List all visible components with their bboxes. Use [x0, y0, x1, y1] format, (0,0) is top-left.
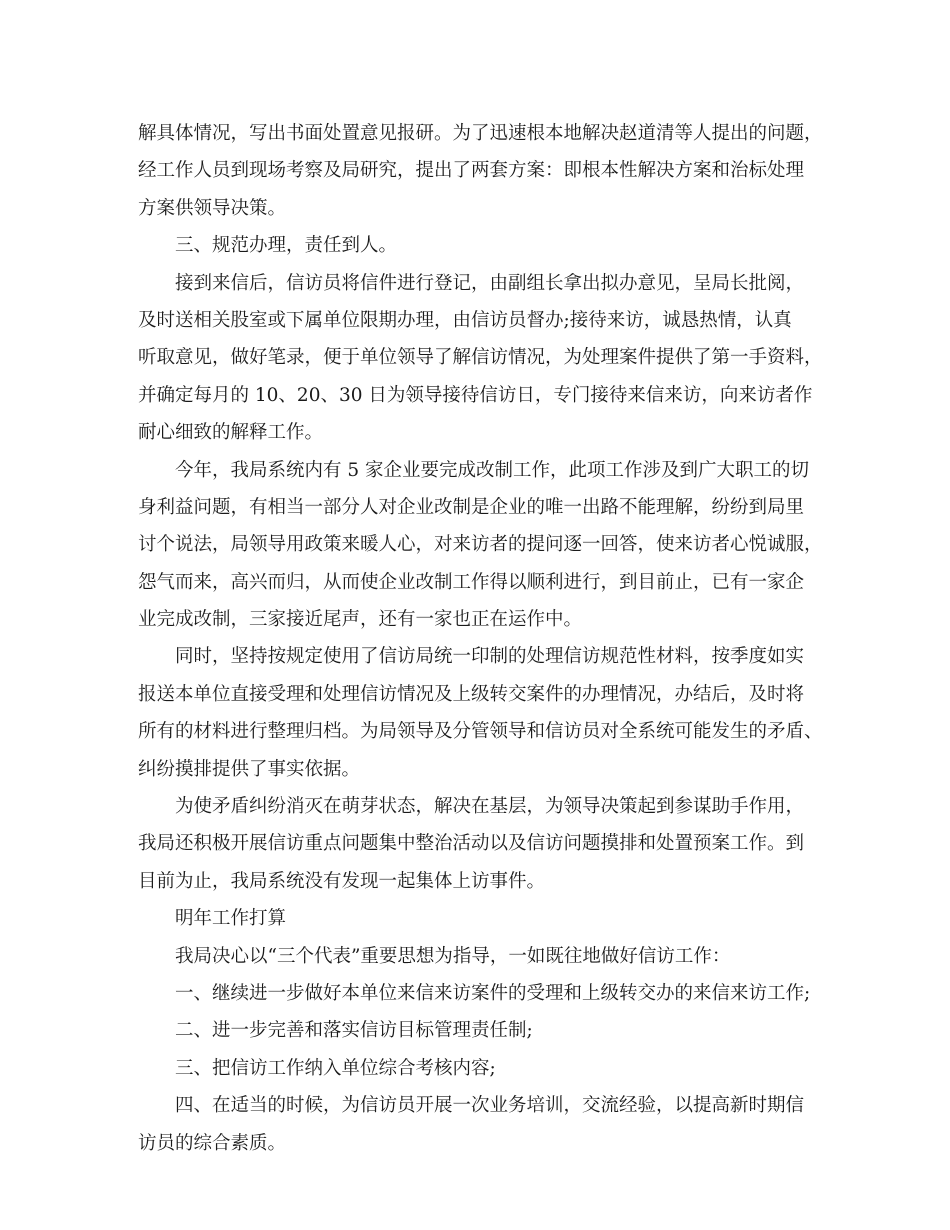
text-line: 同时，坚持按规定使用了信访局统一印制的处理信访规范性材料，按季度如实 — [175, 646, 805, 668]
list-item: 二、进一步完善和落实信访目标管理责任制; — [175, 1020, 533, 1042]
text-line: 讨个说法，局领导用政策来暖人心，对来访者的提问逐一回答，使来访者心悦诚服， — [138, 534, 823, 556]
text-line: 我局决心以“三个代表”重要思想为指导，一如既往地做好信访工作： — [175, 945, 731, 967]
text-line: 今年，我局系统内有 5 家企业要完成改制工作，此项工作涉及到广大职工的切 — [175, 459, 810, 481]
text-line: 接到来信后，信访员将信件进行登记，由副组长拿出拟办意见，呈局长批阅， — [175, 272, 805, 294]
text-line: 怨气而来，高兴而归，从而使企业改制工作得以顺利进行，到目前止，已有一家企 — [138, 571, 805, 593]
text-line: 解具体情况，写出书面处置意见报研。为了迅速根本地解决赵道清等人提出的问题， — [138, 123, 823, 144]
text-line: 纠纷摸排提供了事实依据。 — [138, 758, 361, 780]
list-item: 一、继续进一步做好本单位来信来访案件的受理和上级转交办的来信来访工作; — [175, 982, 811, 1004]
section-heading: 三、规范办理，责任到人。 — [175, 235, 398, 257]
list-item: 四、在适当的时候，为信访员开展一次业务培训，交流经验，以提高新时期信 — [175, 1095, 805, 1117]
section-heading: 明年工作打算 — [175, 908, 287, 930]
text-line: 所有的材料进行整理归档。为局领导及分管领导和信访员对全系统可能发生的矛盾、 — [138, 721, 823, 743]
text-line: 耐心细致的解释工作。 — [138, 422, 324, 444]
text-line: 报送本单位直接受理和处理信访情况及上级转交案件的办理情况，办结后，及时将 — [138, 683, 805, 705]
text-line: 及时送相关股室或下属单位限期办理，由信访员督办;接待来访，诚恳热情，认真 — [138, 309, 792, 331]
text-line: 经工作人员到现场考察及局研究，提出了两套方案：即根本性解决方案和治标处理 — [138, 160, 805, 182]
text-line: 身利益问题，有相当一部分人对企业改制是企业的唯一出路不能理解，纷纷到局里 — [138, 496, 805, 518]
text-line: 方案供领导决策。 — [138, 197, 287, 219]
text-line: 为使矛盾纠纷消灭在萌芽状态，解决在基层，为领导决策起到参谋助手作用， — [175, 796, 805, 818]
text-line: 我局还积极开展信访重点问题集中整治活动以及信访问题摸排和处置预案工作。到 — [138, 833, 805, 855]
text-line: 业完成改制，三家接近尾声，还有一家也正在运作中。 — [138, 609, 583, 631]
list-item: 访员的综合素质。 — [138, 1132, 287, 1154]
document-page — [138, 115, 828, 1162]
text-line: 目前为止，我局系统没有发现一起集体上访事件。 — [138, 870, 546, 892]
text-line: 并确定每月的 10、20、30 日为领导接待信访日，专门接待来信来访，向来访者作 — [138, 384, 813, 406]
text-line: 听取意见，做好笔录，便于单位领导了解信访情况，为处理案件提供了第一手资料， — [138, 347, 823, 369]
list-item: 三、把信访工作纳入单位综合考核内容; — [175, 1057, 496, 1079]
